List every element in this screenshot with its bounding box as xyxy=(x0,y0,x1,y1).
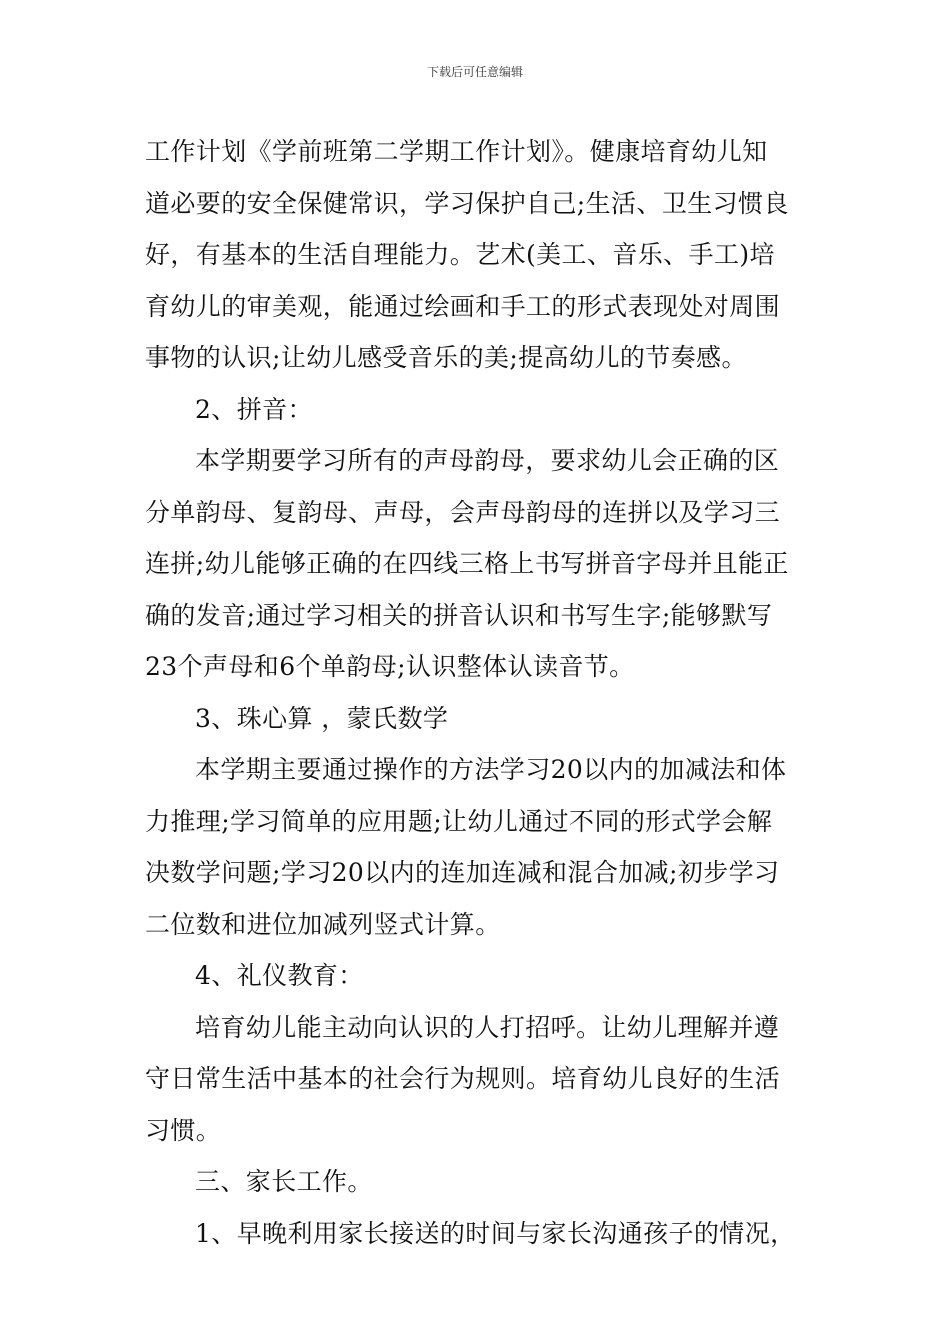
paragraph-first-line: 本学期主要通过操作的方法学习20以内的加减法和体 xyxy=(195,755,787,784)
text-line: 力推理;学习简单的应用题;让幼儿通过不同的形式学会解 xyxy=(145,806,773,836)
text-line: 事物的认识;让幼儿感受音乐的美;提高幼儿的节奏感。 xyxy=(145,343,747,372)
text-line: 习惯。 xyxy=(145,1115,222,1145)
document-body xyxy=(145,126,815,1259)
paragraph-first-line: 培育幼儿能主动向认识的人打招呼。让幼儿理解并遵 xyxy=(195,1012,780,1042)
page-header: 下载后可任意编辑 xyxy=(426,65,523,79)
text-line: 好，有基本的生活自理能力。艺术(美工、音乐、手工)培 xyxy=(145,240,775,269)
text-line: 决数学问题;学习20以内的连加连减和混合加减;初步学习 xyxy=(145,858,780,887)
text-line: 守日常生活中基本的社会行为规则。培育幼儿良好的生活 xyxy=(145,1064,781,1093)
section-heading-parent-work: 三、家长工作。 xyxy=(195,1167,373,1196)
text-line: 23个声母和6个单韵母;认识整体认读音节。 xyxy=(145,652,635,681)
section-heading-etiquette: 4、礼仪教育： xyxy=(195,961,364,990)
text-line: 育幼儿的审美观，能通过绘画和手工的形式表现处对周围 xyxy=(145,291,781,321)
text-line: 连拼;幼儿能够正确的在四线三格上书写拼音字母并且能正 xyxy=(145,549,789,578)
text-line: 工作计划《学前班第二学期工作计划》。健康培育幼儿知 xyxy=(145,137,768,166)
paragraph-first-line: 本学期要学习所有的声母韵母，要求幼儿会正确的区 xyxy=(195,446,780,475)
text-line: 确的发音;通过学习相关的拼音认识和书写生字;能够默写 xyxy=(145,600,773,630)
text-line: 二位数和进位加减列竖式计算。 xyxy=(145,909,501,939)
paragraph-first-line: 1、早晚利用家长接送的时间与家长沟通孩子的情况， xyxy=(195,1218,796,1248)
section-heading-pinyin: 2、拼音： xyxy=(195,394,313,424)
text-line: 分单韵母、复韵母、声母，会声母韵母的连拼以及学习三 xyxy=(145,497,781,527)
text-line: 道必要的安全保健常识，学习保护自己;生活、卫生习惯良 xyxy=(145,188,789,218)
section-heading-math: 3、珠心算 ，蒙氏数学 xyxy=(195,703,449,733)
